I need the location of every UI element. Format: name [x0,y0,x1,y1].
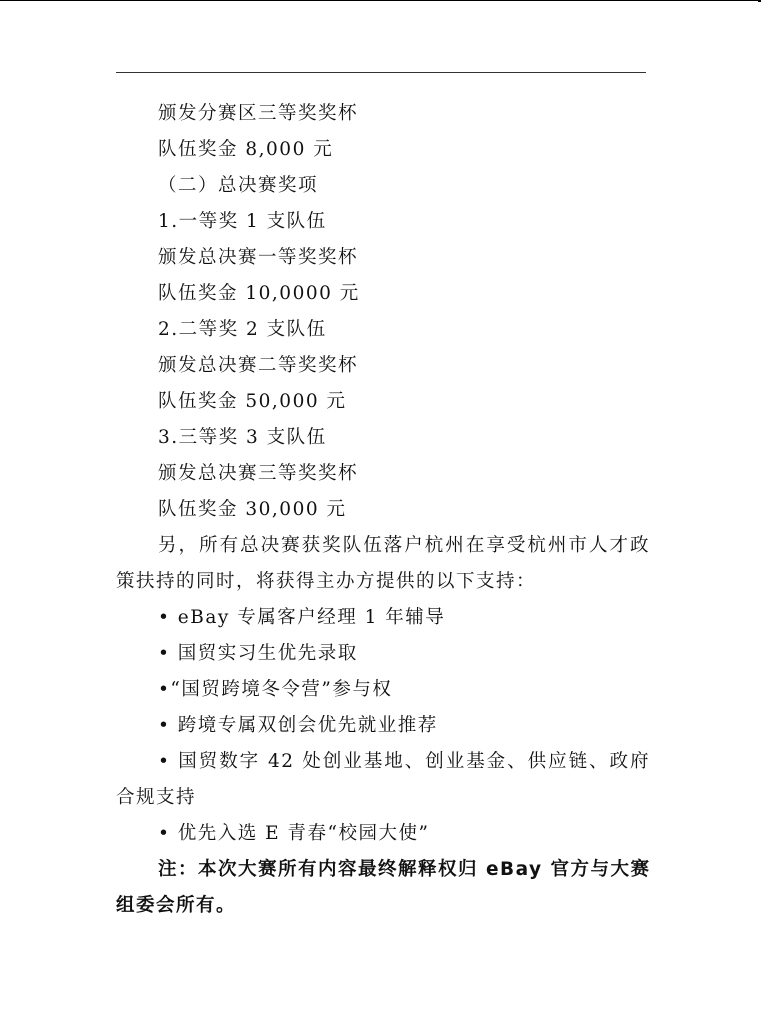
award-line: 颁发分赛区三等奖奖杯 [158,103,359,124]
support-item: • 跨境专属双创会优先就业推荐 [158,715,438,736]
note-line: 组委会所有。 [116,895,237,916]
page-top-border [0,0,761,1]
support-item: •“国贸跨境冬令营”参与权 [158,679,393,700]
support-item: • eBay 专属客户经理 1 年辅导 [158,607,446,628]
award-line: 队伍奖金 30,000 元 [158,499,347,520]
award-line: 颁发总决赛二等奖奖杯 [158,355,359,376]
support-item: • 优先入选 E 青春“校园大使” [158,823,430,844]
award-line: 颁发总决赛一等奖奖杯 [158,247,359,268]
note-line: 注：本次大赛所有内容最终解释权归 eBay 官方与大赛 [158,859,651,880]
header-rule [116,72,646,73]
award-line: 队伍奖金 50,000 元 [158,391,347,412]
award-line: 颁发总决赛三等奖奖杯 [158,463,359,484]
award-line: 队伍奖金 10,0000 元 [158,283,360,304]
support-item: • 国贸实习生优先录取 [158,643,358,664]
award-line: 3.三等奖 3 支队伍 [158,427,327,448]
support-intro-line: 另，所有总决赛获奖队伍落户杭州在享受杭州市人才政 [158,535,650,556]
support-item: • 国贸数字 42 处创业基地、创业基金、供应链、政府 [158,751,650,772]
award-line: 队伍奖金 8,000 元 [158,139,334,160]
document-body [116,96,650,924]
section-heading: （二）总决赛奖项 [158,175,319,196]
award-line: 1.一等奖 1 支队伍 [158,211,327,232]
award-line: 2.二等奖 2 支队伍 [158,319,327,340]
support-item-continued: 合规支持 [116,787,197,808]
support-intro-line: 策扶持的同时，将获得主办方提供的以下支持： [116,571,537,592]
